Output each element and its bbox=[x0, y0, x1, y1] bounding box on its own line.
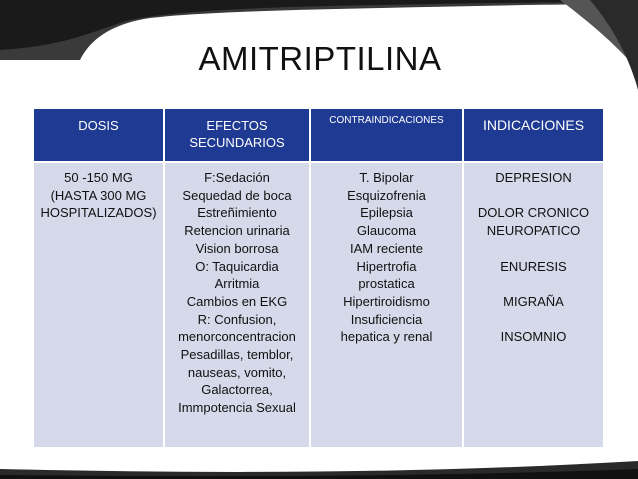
efecto-line: menorconcentracion bbox=[178, 329, 296, 345]
contraindicacion-line: Glaucoma bbox=[356, 223, 417, 239]
header-dosis: DOSIS bbox=[34, 109, 164, 162]
indicacion-spacer bbox=[466, 240, 601, 258]
indicacion-spacer bbox=[466, 275, 601, 293]
indicacion-line: ENURESIS bbox=[500, 258, 567, 274]
indicacion-spacer bbox=[466, 187, 601, 205]
efecto-line: Retencion urinaria bbox=[184, 223, 290, 239]
efecto-line: Immpotencia Sexual bbox=[178, 400, 296, 416]
contraindicacion-line: IAM reciente bbox=[350, 240, 423, 256]
indicacion-line: DEPRESION bbox=[495, 170, 572, 185]
drug-info-table bbox=[34, 109, 603, 447]
contraindicacion-line: Esquizofrenia bbox=[347, 187, 426, 203]
efecto-line: F:Sedación bbox=[204, 170, 270, 185]
header-contraindicaciones: CONTRAINDICACIONES bbox=[310, 109, 463, 162]
cell-contraindicaciones bbox=[310, 162, 463, 447]
efecto-line: Sequedad de boca bbox=[182, 187, 292, 203]
efecto-line: Pesadillas, temblor, bbox=[180, 347, 294, 363]
indicacion-line: MIGRAÑA bbox=[503, 293, 564, 309]
indicacion-line: DOLOR CRONICO bbox=[477, 205, 590, 221]
indicacion-line: INSOMNIO bbox=[500, 329, 567, 345]
contraindicacion-line: Epilepsia bbox=[360, 205, 413, 221]
contraindicacion-line: hepatica y renal bbox=[340, 329, 433, 345]
efecto-line: Cambios en EKG bbox=[186, 293, 288, 309]
contraindicacion-line: T. Bipolar bbox=[359, 170, 414, 185]
dosis-line: 50 -150 MG bbox=[64, 170, 133, 185]
efecto-line: nauseas, vomito, bbox=[187, 364, 287, 380]
header-indicaciones: INDICACIONES bbox=[463, 109, 603, 162]
efecto-line: Vision borrosa bbox=[195, 240, 279, 256]
cell-efectos-secundarios bbox=[164, 162, 310, 447]
efecto-line: Arritmia bbox=[214, 276, 260, 292]
bottom-decoration bbox=[0, 439, 638, 479]
slide-title: AMITRIPTILINA bbox=[198, 40, 442, 77]
efecto-line: R: Confusion, bbox=[197, 311, 277, 327]
cell-dosis bbox=[34, 162, 164, 447]
efecto-line: Estreñimiento bbox=[197, 205, 277, 221]
indicacion-line: NEUROPATICO bbox=[486, 223, 581, 239]
cell-indicaciones bbox=[463, 162, 603, 447]
header-efectos-secundarios: EFECTOS SECUNDARIOS bbox=[164, 109, 310, 162]
indicacion-spacer bbox=[466, 311, 601, 329]
contraindicacion-line: prostatica bbox=[358, 276, 415, 292]
dosis-line: HOSPITALIZADOS) bbox=[40, 205, 157, 221]
efecto-line: O: Taquicardia bbox=[195, 258, 279, 274]
dosis-line: (HASTA 300 MG bbox=[50, 187, 147, 203]
contraindicacion-line: Insuficiencia bbox=[350, 311, 423, 327]
contraindicacion-line: Hipertiroidismo bbox=[343, 293, 430, 309]
contraindicacion-line: Hipertrofia bbox=[356, 258, 417, 274]
table-row bbox=[34, 162, 603, 447]
table-header-row bbox=[34, 109, 603, 162]
efecto-line: Galactorrea, bbox=[201, 382, 273, 398]
